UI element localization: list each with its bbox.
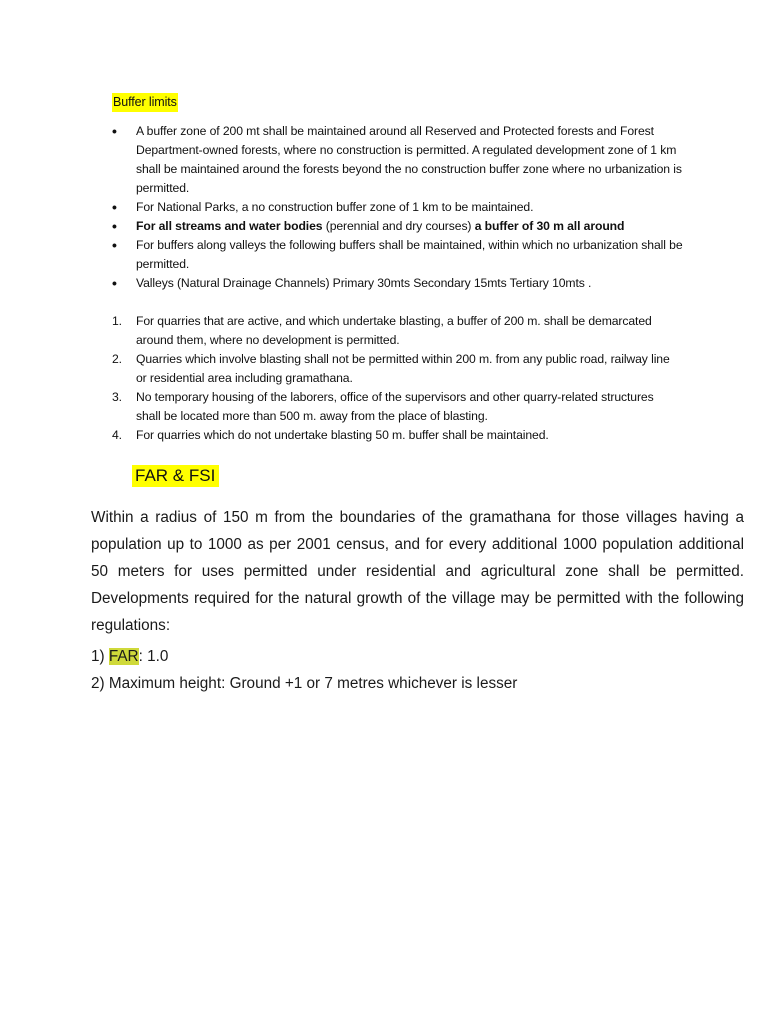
list-item (112, 426, 672, 445)
bullet-marker: • (112, 275, 117, 291)
bullet-text: (perennial and dry courses) (325, 219, 475, 233)
list-item (112, 236, 692, 274)
quarry-numbered-list (112, 312, 672, 445)
list-item (112, 388, 672, 426)
list-number: 4. (112, 428, 122, 442)
list-item (112, 122, 692, 198)
bullet-marker: • (112, 123, 117, 139)
bullet-marker: • (112, 218, 117, 234)
regulation-value: : 1.0 (138, 648, 169, 665)
list-number: 3. (112, 390, 122, 404)
list-text: For quarries which do not undertake blasting 50 m. buffer shall be maintained. (136, 428, 549, 442)
list-item (112, 198, 692, 217)
bullet-text: A buffer zone of 200 mt shall be maintained around all Reserved and Protected forests and Forest Department-owned forests, where no construction is permitted. A regulated development zone of 1 km shall be maintained around the forests beyond the no construction buffer zone where no urbanization is permitted. (136, 124, 682, 195)
regulation-number: 1) (91, 648, 109, 665)
bullet-text: For National Parks, a no construction buffer zone of 1 km to be maintained. (136, 200, 534, 214)
list-text: Quarries which involve blasting shall not be permitted within 200 m. from any public road, railway line or residential area including gramathana. (136, 352, 670, 385)
list-text: For quarries that are active, and which undertake blasting, a buffer of 200 m. shall be demarcated around them, where no development is permitted. (136, 314, 652, 347)
bullet-text-bold: For all streams and water bodies (136, 219, 326, 233)
buffer-limits-heading: Buffer limits (112, 93, 178, 112)
list-text: No temporary housing of the laborers, office of the supervisors and other quarry-related structures shall be located more than 500 m. away from the place of blasting. (136, 390, 654, 423)
list-number: 2. (112, 352, 122, 366)
regulation-far (91, 643, 168, 670)
buffer-bullet-list (112, 122, 692, 293)
list-item (112, 312, 672, 350)
bullet-marker: • (112, 199, 117, 215)
bullet-text: Valleys (Natural Drainage Channels) Primary 30mts Secondary 15mts Tertiary 10mts . (136, 276, 592, 290)
list-item (112, 350, 672, 388)
far-fsi-heading: FAR & FSI (132, 465, 219, 487)
bullet-text: For buffers along valleys the following buffers shall be maintained, within which no urbanization shall be permitted. (136, 238, 683, 271)
bullet-marker: • (112, 237, 117, 253)
far-paragraph: Within a radius of 150 m from the boundaries of the gramathana for those villages having a population up to 1000 as per 2001 census, and for every additional 1000 population additional 50 meters for uses permitted under residential and agricultural zone shall be permitted. Developments required for the natural growth of the village may be permitted with the following regulations: (91, 509, 744, 634)
list-item (112, 217, 692, 236)
list-number: 1. (112, 314, 122, 328)
regulation-height: 2) Maximum height: Ground +1 or 7 metres whichever is lesser (91, 675, 518, 692)
list-item (112, 274, 692, 293)
bullet-text-bold: a buffer of 30 m all around (474, 219, 625, 233)
far-term-highlight: FAR (108, 648, 139, 665)
